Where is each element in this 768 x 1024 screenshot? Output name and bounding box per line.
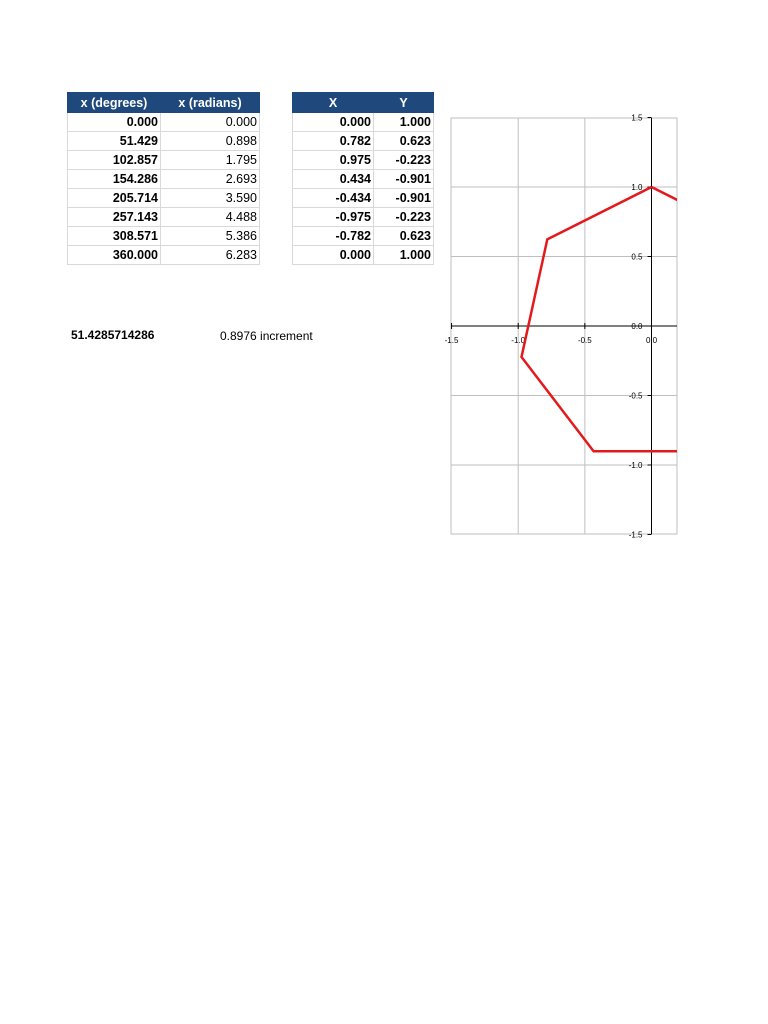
column-header-x[interactable]: X — [293, 93, 374, 113]
table-cell[interactable]: -0.223 — [374, 151, 434, 170]
table-cell[interactable]: 2.693 — [161, 170, 260, 189]
table-cell[interactable]: 0.782 — [293, 132, 374, 151]
table-cell[interactable]: 3.590 — [161, 189, 260, 208]
y-tick-label: 1.5 — [631, 113, 643, 123]
table-cell[interactable]: -0.782 — [293, 227, 374, 246]
table-cell[interactable]: 308.571 — [68, 227, 161, 246]
table-cell[interactable]: 360.000 — [68, 246, 161, 265]
table-cell[interactable]: -0.434 — [293, 189, 374, 208]
y-tick-label: -1.5 — [628, 530, 643, 540]
increment-note-cell[interactable]: 0.8976 increment — [220, 329, 313, 343]
table-cell[interactable]: 102.857 — [68, 151, 161, 170]
table-cell[interactable]: 5.386 — [161, 227, 260, 246]
table-cell[interactable]: 0.000 — [293, 246, 374, 265]
x-tick-label: -1.5 — [444, 336, 459, 345]
table-cell[interactable]: 0.898 — [161, 132, 260, 151]
x-tick-label: -0.5 — [577, 336, 592, 345]
plot-area — [445, 114, 768, 540]
table-cell[interactable]: 0.623 — [374, 227, 434, 246]
table-cell[interactable]: 0.000 — [68, 113, 161, 132]
table-cell[interactable]: 0.000 — [293, 113, 374, 132]
y-tick-label: -0.5 — [628, 391, 643, 401]
column-header-degrees[interactable]: x (degrees) — [68, 93, 161, 113]
table-cell[interactable]: 6.283 — [161, 246, 260, 265]
table-cell[interactable]: -0.223 — [374, 208, 434, 227]
table-cell[interactable]: 1.000 — [374, 113, 434, 132]
table-cell[interactable]: 0.000 — [161, 113, 260, 132]
table-cell[interactable]: 0.434 — [293, 170, 374, 189]
table-cell[interactable]: -0.975 — [293, 208, 374, 227]
column-header-y[interactable]: Y — [374, 93, 434, 113]
series-line[interactable] — [522, 187, 768, 451]
table-cell[interactable]: 51.429 — [68, 132, 161, 151]
y-tick-label: 0.0 — [631, 322, 643, 331]
table-cell[interactable]: 257.143 — [68, 208, 161, 227]
y-tick-label: -1.0 — [628, 461, 643, 470]
table-cell[interactable]: -0.901 — [374, 189, 434, 208]
table-cell[interactable]: 1.795 — [161, 151, 260, 170]
angle-step-cell[interactable]: 51.4285714286 — [71, 328, 155, 342]
x-tick-label: -1.0 — [511, 336, 526, 345]
table-cell[interactable]: 154.286 — [68, 170, 161, 189]
table-cell[interactable]: 4.488 — [161, 208, 260, 227]
table-cell[interactable]: 0.975 — [293, 151, 374, 170]
x-tick-label: 0.0 — [645, 336, 658, 345]
y-tick-label: 1.0 — [631, 183, 643, 192]
table-cell[interactable]: 0.623 — [374, 132, 434, 151]
table-cell[interactable]: 1.000 — [374, 246, 434, 265]
y-tick-label: 0.5 — [631, 252, 643, 262]
table-cell[interactable]: 205.714 — [68, 189, 161, 208]
column-header-radians[interactable]: x (radians) — [161, 93, 260, 113]
table-cell[interactable]: -0.901 — [374, 170, 434, 189]
